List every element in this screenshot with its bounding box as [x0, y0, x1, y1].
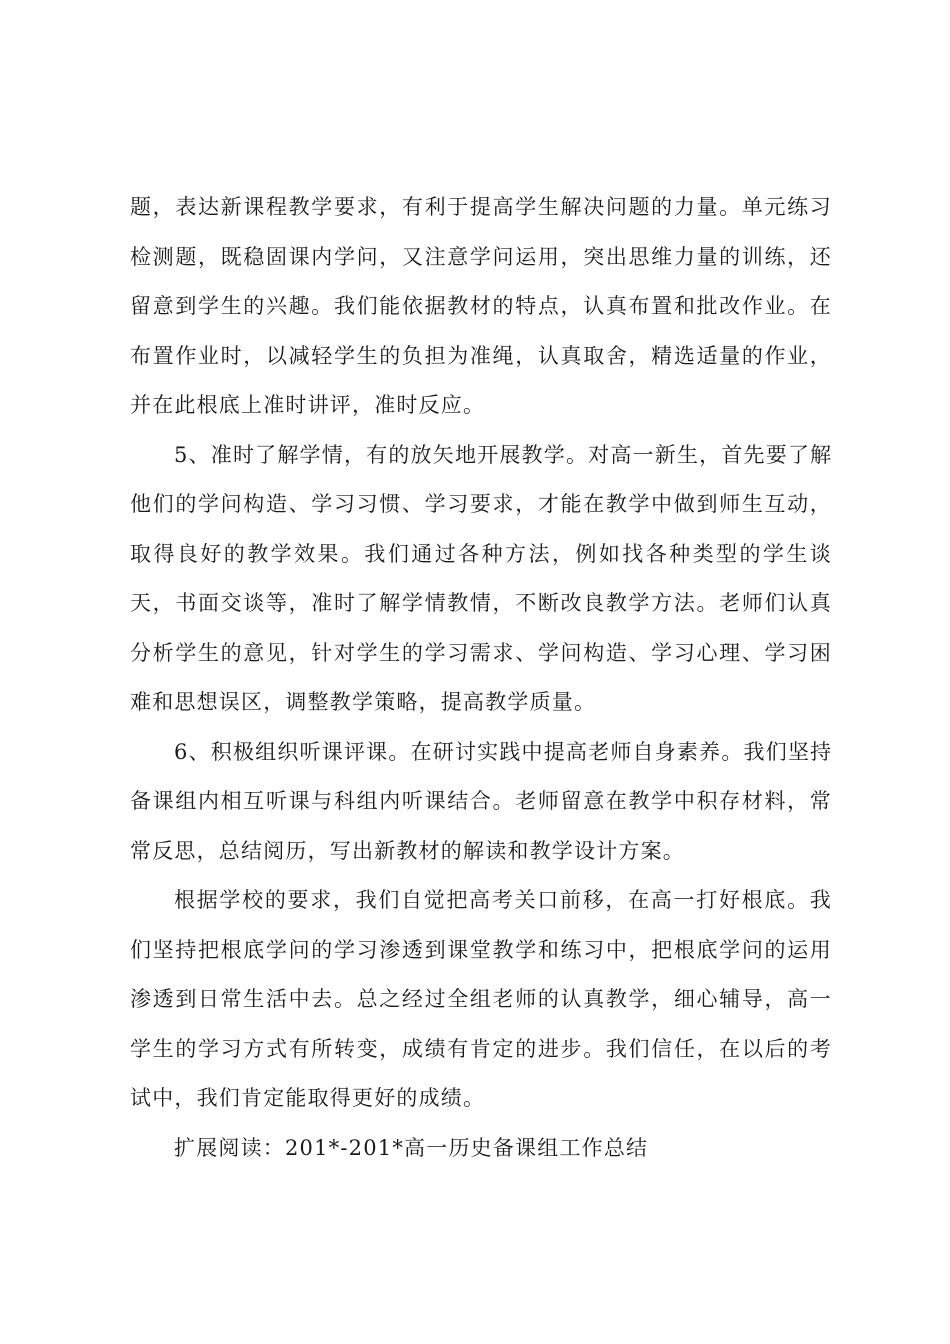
text-line: 他们的学问构造、学习习惯、学习要求，才能在教学中做到师生互动， [130, 492, 832, 516]
document-body [130, 183, 832, 1173]
text-line: 布置作业时，以减轻学生的负担为准绳，认真取舍，精选适量的作业， [130, 343, 832, 368]
text-line: 们坚持把根底学问的学习渗透到课堂教学和练习中，把根底学问的运用 [130, 937, 832, 962]
text-line: 取得良好的教学效果。我们通过各种方法，例如找各种类型的学生谈 [130, 541, 832, 566]
text-line: 常反思，总结阅历，写出新教材的解读和教学设计方案。 [130, 838, 685, 863]
text-line: 题，表达新课程教学要求，有利于提高学生解决问题的力量。单元练习 [130, 195, 832, 219]
text-line: 6、积极组织听课评课。在研讨实践中提高老师自身素养。我们坚持 [174, 739, 833, 764]
text-line: 学生的学习方式有所转变，成绩有肯定的进步。我们信任，在以后的考 [130, 1036, 832, 1061]
text-line: 留意到学生的兴趣。我们能依据教材的特点，认真布置和批改作业。在 [130, 294, 832, 318]
text-line: 试中，我们肯定能取得更好的成绩。 [130, 1086, 486, 1110]
extended-reading-title: 扩展阅读：201*-201*高一历史备课组工作总结 [174, 1135, 649, 1160]
text-line: 检测题，既稳固课内学问，又注意学问运用，突出思维力量的训练，还 [130, 244, 832, 269]
text-line: 渗透到日常生活中去。总之经过全组老师的认真教学，细心辅导，高一 [130, 987, 832, 1011]
text-line: 根据学校的要求，我们自觉把高考关口前移，在高一打好根底。我 [174, 888, 832, 912]
text-line: 5、准时了解学情，有的放矢地开展教学。对高一新生，首先要了解 [174, 442, 833, 467]
text-line: 并在此根底上准时讲评，准时反应。 [130, 393, 486, 417]
text-line: 天，书面交谈等，准时了解学情教情，不断改良教学方法。老师们认真 [130, 591, 832, 615]
text-line: 分析学生的意见，针对学生的学习需求、学问构造、学习心理、学习困 [130, 640, 832, 665]
text-line: 备课组内相互听课与科组内听课结合。老师留意在教学中积存材料，常 [130, 789, 832, 813]
text-line: 难和思想误区，调整教学策略，提高教学质量。 [130, 690, 597, 714]
